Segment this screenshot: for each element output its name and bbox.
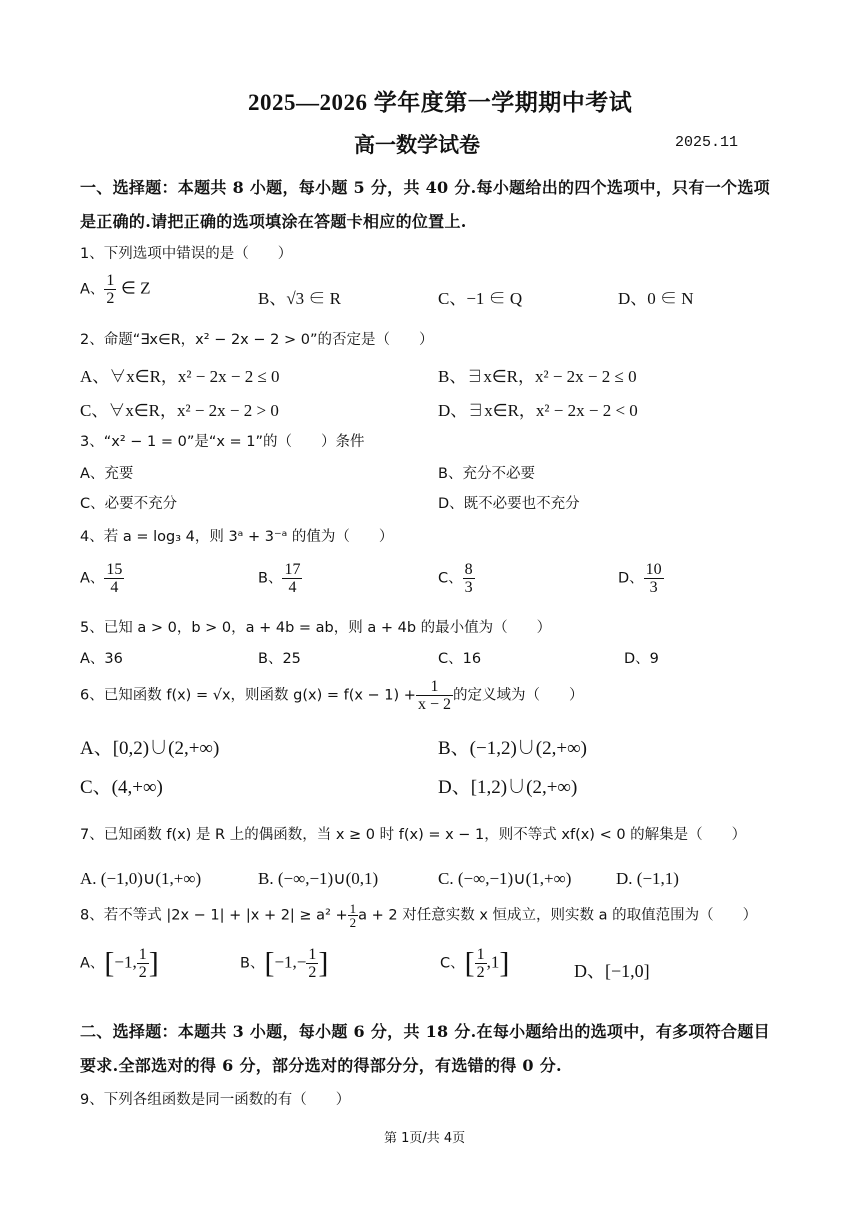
- q1-a-rest: ∈ Z: [121, 278, 151, 298]
- q8-a-num: 1: [138, 946, 147, 963]
- q4-a-den: 4: [110, 579, 119, 596]
- q8-c-label: C、: [440, 955, 465, 972]
- q8-a-fraction: [137, 946, 149, 981]
- q4-b-den: 4: [288, 579, 297, 596]
- q8-stem-den: 2: [349, 915, 357, 930]
- q1-stem: 1、下列选项中错误的是（ ）: [80, 246, 293, 262]
- q1-a-fraction: [104, 272, 116, 307]
- q4-option-b: [258, 561, 302, 596]
- q1-option-c: C、−1 ∈ Q: [438, 289, 523, 308]
- q6-stem-num: 1: [416, 678, 453, 696]
- q5-option-a: A、36: [80, 651, 123, 667]
- q8-c-lbracket: [: [464, 946, 475, 980]
- q8-b-fraction: [306, 946, 318, 981]
- q8-b-label: B、: [240, 955, 265, 972]
- q4-a-fraction: [104, 561, 124, 596]
- q3-option-d: D、既不必要也不充分: [438, 496, 580, 512]
- exam-title: 2025—2026 学年度第一学期期中考试: [248, 90, 633, 115]
- q3-stem: 3、“x² − 1 = 0”是“x = 1”的（ ）条件: [80, 434, 365, 450]
- q7-option-b: B. (−∞,−1)∪(0,1): [258, 869, 379, 888]
- q8-stem-pre: 8、若不等式 |2x − 1| + |x + 2| ≥ a² +: [80, 907, 348, 924]
- exam-date: 2025.11: [675, 134, 739, 151]
- q8-option-c: [440, 946, 509, 981]
- q8-stem-fraction: [348, 902, 359, 929]
- q7-option-a: A. (−1,0)∪(1,+∞): [80, 869, 202, 888]
- q4-b-num: 17: [284, 561, 301, 578]
- q2-option-d: D、∃x∈R，x² − 2x − 2 < 0: [438, 401, 638, 420]
- q5-option-d: D、9: [624, 651, 659, 667]
- q4-c-den: 3: [464, 579, 473, 596]
- page-number: 第 1页/共 4页: [384, 1131, 466, 1146]
- q8-b-pre: −1,−: [274, 952, 307, 972]
- q1-option-b: B、√3 ∈ R: [258, 289, 342, 308]
- q3-option-a: A、充要: [80, 466, 134, 482]
- q6-stem-pre: 6、已知函数 f(x) = √x，则函数 g(x) = f(x − 1) +: [80, 687, 416, 704]
- q7-option-d: D. (−1,1): [616, 869, 679, 888]
- q4-c-label: C、: [438, 570, 463, 587]
- q8-c-den: 2: [476, 964, 485, 981]
- q8-c-post: ,1: [486, 952, 500, 972]
- section2-heading-line1: 二、选择题：本题共 3 小题，每小题 6 分，共 18 分.在每小题给出的选项中，有多项符合题目: [80, 1022, 770, 1041]
- q6-option-b: B、(−1,2)∪(2,+∞): [438, 738, 587, 759]
- q4-b-label: B、: [258, 570, 283, 587]
- q2-stem: 2、命题“∃x∈R，x² − 2x − 2 > 0”的否定是（ ）: [80, 332, 434, 348]
- q8-c-fraction: [475, 946, 487, 981]
- q8-a-lbracket: [: [104, 946, 115, 980]
- q6-option-c: C、(4,+∞): [80, 777, 163, 798]
- q8-b-lbracket: [: [264, 946, 275, 980]
- q6-stem: [80, 678, 583, 713]
- q7-option-c: C. (−∞,−1)∪(1,+∞): [438, 869, 572, 888]
- q4-d-den: 3: [649, 579, 658, 596]
- q5-stem: 5、已知 a > 0，b > 0，a + 4b = ab，则 a + 4b 的最小值为（ ）: [80, 620, 552, 636]
- q2-option-c: C、∀x∈R，x² − 2x − 2 > 0: [80, 401, 279, 420]
- q2-option-b: B、∃x∈R，x² − 2x − 2 ≤ 0: [438, 367, 637, 386]
- q8-a-rbracket: ]: [148, 946, 159, 980]
- q4-d-label: D、: [618, 570, 644, 587]
- q4-d-num: 10: [645, 561, 662, 578]
- q4-a-label: A、: [80, 570, 105, 587]
- q4-option-d: [618, 561, 664, 596]
- q1-a-den: 2: [106, 290, 115, 307]
- q8-stem-post: a + 2 对任意实数 x 恒成立，则实数 a 的取值范围为（ ）: [358, 907, 758, 924]
- q8-b-rbracket: ]: [318, 946, 329, 980]
- q8-a-label: A、: [80, 955, 105, 972]
- q4-option-a: [80, 561, 124, 596]
- q8-b-den: 2: [308, 964, 317, 981]
- q8-a-den: 2: [138, 964, 147, 981]
- q4-option-c: [438, 561, 475, 596]
- q2-option-a: A、∀x∈R，x² − 2x − 2 ≤ 0: [80, 367, 280, 386]
- q4-stem: 4、若 a = log₃ 4，则 3ᵃ + 3⁻ᵃ 的值为（ ）: [80, 529, 394, 545]
- section2-heading-line2: 要求.全部选对的得 6 分，部分选对的得部分分，有选错的得 0 分.: [80, 1056, 562, 1075]
- q8-option-b: [240, 946, 328, 981]
- exam-subtitle: 高一数学试卷: [354, 133, 480, 157]
- q1-option-a: [80, 272, 150, 307]
- q4-d-fraction: [644, 561, 664, 596]
- q4-c-num: 8: [464, 561, 473, 578]
- section1-heading-line2: 是正确的.请把正确的选项填涂在答题卡相应的位置上.: [80, 212, 467, 231]
- q8-c-rbracket: ]: [499, 946, 510, 980]
- q8-c-num: 1: [476, 946, 485, 963]
- q5-option-b: B、25: [258, 651, 301, 667]
- q8-stem: [80, 902, 757, 929]
- q8-b-num: 1: [308, 946, 317, 963]
- q9-stem: 9、下列各组函数是同一函数的有（ ）: [80, 1092, 351, 1108]
- section1-heading-line1: 一、选择题：本题共 8 小题，每小题 5 分，共 40 分.每小题给出的四个选项中，只有一个选项: [80, 178, 770, 197]
- q6-stem-fraction: [416, 678, 453, 713]
- q5-option-c: C、16: [438, 651, 482, 667]
- q1-a-num: 1: [106, 272, 115, 289]
- q4-a-num: 15: [106, 561, 123, 578]
- q8-a-pre: −1,: [114, 952, 137, 972]
- q1-option-d: D、0 ∈ N: [618, 289, 694, 308]
- q6-stem-den: x − 2: [417, 696, 451, 713]
- q8-option-d: D、[−1,0]: [574, 961, 650, 981]
- q3-option-b: B、充分不必要: [438, 466, 535, 482]
- q4-b-fraction: [282, 561, 302, 596]
- q6-option-d: D、[1,2)∪(2,+∞): [438, 777, 578, 798]
- q7-stem: 7、已知函数 f(x) 是 R 上的偶函数，当 x ≥ 0 时 f(x) = x − 1，则不等式 xf(x) < 0 的解集是（ ）: [80, 827, 747, 843]
- q1-a-label: A、: [80, 281, 105, 298]
- q8-option-a: [80, 946, 159, 981]
- q8-stem-num: 1: [349, 901, 357, 916]
- q4-c-fraction: [463, 561, 475, 596]
- q6-stem-post: 的定义域为（ ）: [452, 687, 584, 704]
- q6-option-a: A、[0,2)∪(2,+∞): [80, 738, 220, 759]
- q3-option-c: C、必要不充分: [80, 496, 178, 512]
